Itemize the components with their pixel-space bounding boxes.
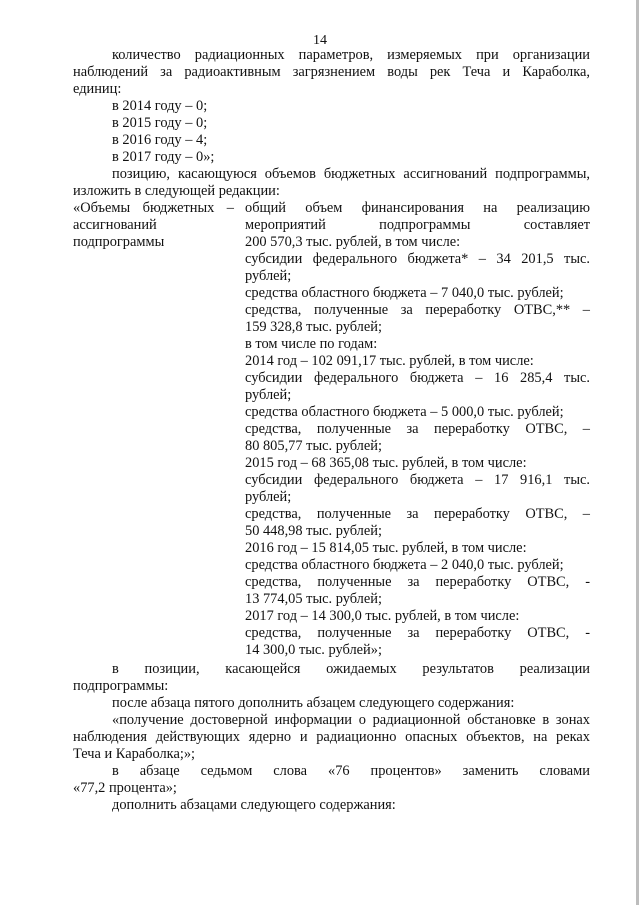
table-label-line: подпрограммы [73, 234, 165, 250]
table-value-line: рублей; [245, 268, 292, 284]
table-value-line: средства, полученные за переработку ОТВС, - [245, 574, 590, 590]
table-value-line: 2016 год – 15 814,05 тыс. рублей, в том числе: [245, 540, 527, 556]
table-value-line: рублей; [245, 489, 292, 505]
table-value-line: субсидии федерального бюджета – 16 285,4 тыс. [245, 370, 590, 386]
table-value-line: средства, полученные за переработку ОТВС, - [245, 625, 590, 641]
table-value-line: субсидии федерального бюджета* – 34 201,5 тыс. [245, 251, 590, 267]
table-value-line: субсидии федерального бюджета – 17 916,1 тыс. [245, 472, 590, 488]
table-value-line: средства, полученные за переработку ОТВС,** – [245, 302, 590, 318]
table-value-line: в том числе по годам: [245, 336, 378, 352]
text-line: Теча и Караболка;»; [73, 746, 196, 762]
table-value-line: 2014 год – 102 091,17 тыс. рублей, в том числе: [245, 353, 534, 369]
table-value-line: средства областного бюджета – 5 000,0 тыс. рублей; [245, 404, 564, 420]
table-value-line: 80 805,77 тыс. рублей; [245, 438, 382, 454]
text-line: в абзаце седьмом слова «76 процентов» заменить словами [112, 763, 590, 779]
table-value-line: 200 570,3 тыс. рублей, в том числе: [245, 234, 461, 250]
table-value-line: средства областного бюджета – 2 040,0 тыс. рублей; [245, 557, 564, 573]
text-line: изложить в следующей редакции: [73, 183, 280, 199]
table-value-line: средства, полученные за переработку ОТВС, – [245, 421, 590, 437]
scan-edge-shadow [636, 0, 639, 905]
text-line: в 2015 году – 0; [112, 115, 208, 131]
table-label-line: ассигнований [73, 217, 157, 233]
text-line: единиц: [73, 81, 122, 97]
table-value-line: 50 448,98 тыс. рублей; [245, 523, 382, 539]
table-value-line: средства областного бюджета – 7 040,0 тыс. рублей; [245, 285, 564, 301]
table-value-line: общий объем финансирования на реализацию [245, 200, 590, 216]
text-line: в позиции, касающейся ожидаемых результатов реализации [112, 661, 590, 677]
table-label-line: «Объемы бюджетных – [73, 200, 234, 216]
text-line: подпрограммы: [73, 678, 169, 694]
text-line: «77,2 процента»; [73, 780, 177, 796]
text-line: наблюдений за радиоактивным загрязнением воды рек Теча и Караболка, [73, 64, 590, 80]
table-value-line: 13 774,05 тыс. рублей; [245, 591, 382, 607]
table-value-line: 2015 год – 68 365,08 тыс. рублей, в том числе: [245, 455, 527, 471]
text-line: количество радиационных параметров, измеряемых при организации [112, 47, 590, 63]
text-line: позицию, касающуюся объемов бюджетных ассигнований подпрограммы, [112, 166, 590, 182]
text-line: «получение достоверной информации о радиационной обстановке в зонах [112, 712, 590, 728]
page-number: 14 [313, 33, 327, 48]
text-line: в 2016 году – 4; [112, 132, 208, 148]
table-value-line: рублей; [245, 387, 292, 403]
text-line: дополнить абзацами следующего содержания: [112, 797, 396, 813]
table-value-line: 159 328,8 тыс. рублей; [245, 319, 382, 335]
text-line: в 2017 году – 0»; [112, 149, 215, 165]
text-line: наблюдения действующих ядерно и радиационно опасных объектов, на реках [73, 729, 590, 745]
table-value-line: 14 300,0 тыс. рублей»; [245, 642, 382, 658]
table-value-line: средства, полученные за переработку ОТВС, – [245, 506, 590, 522]
text-line: после абзаца пятого дополнить абзацем следующего содержания: [112, 695, 515, 711]
table-value-line: 2017 год – 14 300,0 тыс. рублей, в том числе: [245, 608, 520, 624]
text-line: в 2014 году – 0; [112, 98, 208, 114]
table-value-line: мероприятий подпрограммы составляет [245, 217, 590, 233]
